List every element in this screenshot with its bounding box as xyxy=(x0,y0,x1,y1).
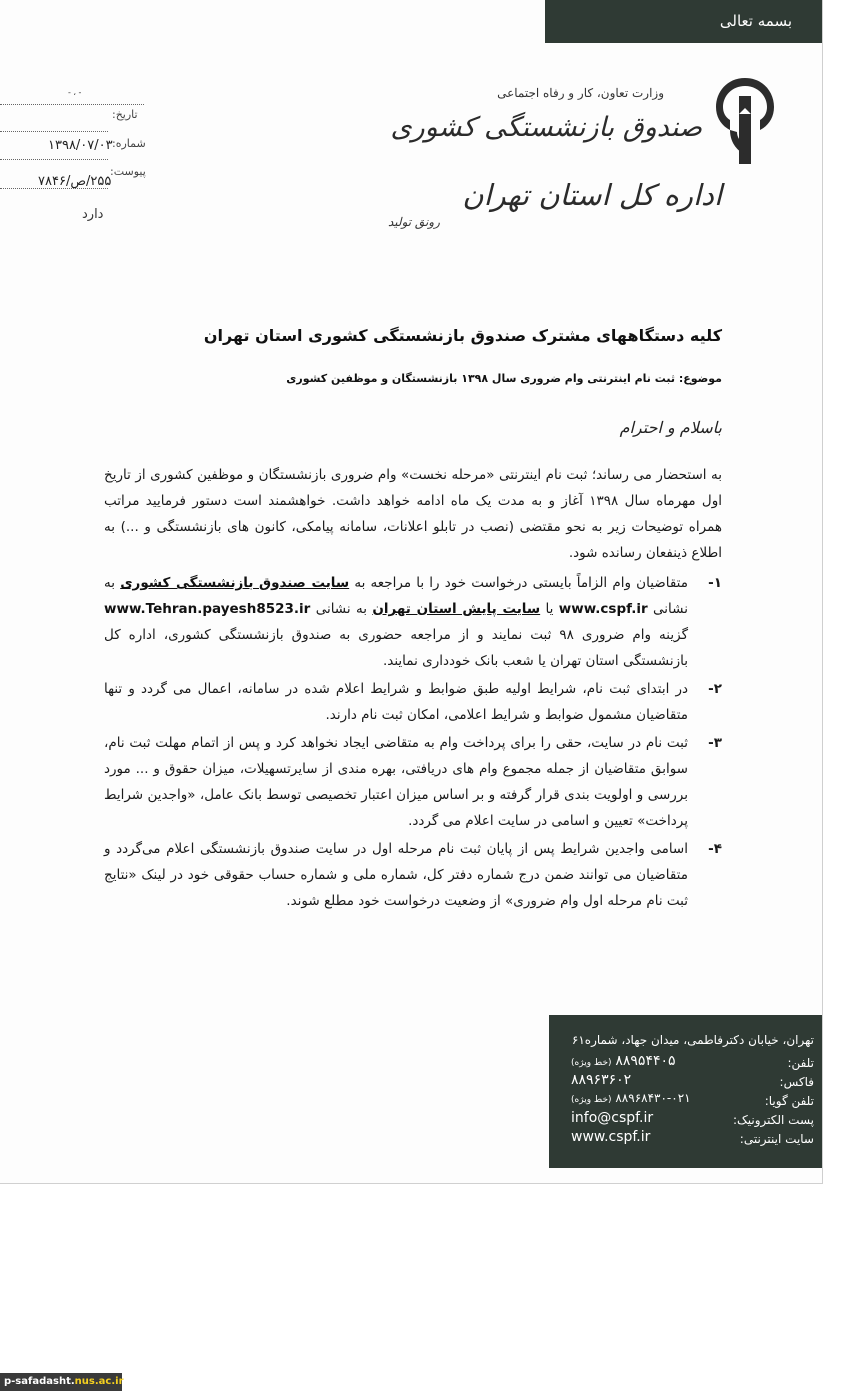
bismillah-band: بسمه تعالی xyxy=(545,0,822,43)
item-text-part: گزینه وام ضروری ۹۸ ثبت نمایند و از مراجعه حضوری به صندوق بازنشستگی کشوری، اداره کل بازنشستگی استان تهران یا شعب بانک خودداری نمایند. xyxy=(104,627,688,669)
item-text-part: به نشانی xyxy=(315,601,367,617)
cspf-site-link[interactable]: سایت صندوق بازنشستگی کشوری xyxy=(120,575,350,591)
subject-line: موضوع: ثبت نام اینترنتی وام ضروری سال ۱۳۹۸ بازنشستگان و موظفین کشوری xyxy=(286,372,722,385)
fund-name: صندوق بازنشستگی کشوری xyxy=(390,112,702,143)
watermark-domain: nus.ac.ir xyxy=(74,1376,124,1387)
addressee: کلیه دستگاههای مشترک صندوق بازنشستگی کشوری استان تهران xyxy=(203,326,722,345)
payesh-url[interactable]: www.Tehran.payesh8523.ir xyxy=(104,601,311,617)
phone-value xyxy=(571,1053,676,1069)
meta-divider xyxy=(0,104,144,106)
phone-number: ۸۸۹۵۴۴۰۵ xyxy=(615,1053,676,1069)
meta-divider xyxy=(0,188,108,190)
cspf-emblem-icon xyxy=(712,74,778,168)
watermark-prefix: p-safadasht. xyxy=(4,1376,75,1387)
item-text xyxy=(104,570,688,674)
payesh-site-link[interactable]: سایت پایش استان تهران xyxy=(372,601,541,617)
fax-value: ۸۸۹۶۳۶۰۲ xyxy=(571,1072,632,1088)
footer-email-row xyxy=(557,1110,814,1128)
footer-fax-row xyxy=(557,1072,814,1090)
talking-phone-label: تلفن گویا: xyxy=(764,1094,814,1108)
number-value: ۱۳۹۸/۰۷/۰۳ xyxy=(48,138,113,153)
item-text-part: متقاضیان وام الزاماً بایستی درخواست خود را با مراجعه به xyxy=(354,575,688,591)
contact-footer xyxy=(549,1015,822,1168)
item-text-part: به نشانی xyxy=(104,575,688,617)
footer-website-row xyxy=(557,1129,814,1147)
date-label: تاریخ: xyxy=(112,108,138,121)
attachment-value: ۲۵۵/ص/۷۸۴۶ xyxy=(38,174,112,189)
footer-phone-row xyxy=(557,1053,814,1071)
talking-phone-value xyxy=(571,1091,691,1105)
list-item xyxy=(104,570,722,674)
footer-talking-phone-row xyxy=(557,1091,814,1109)
list-item xyxy=(104,730,722,834)
stamp-mark: - ، - xyxy=(68,88,82,97)
website-value[interactable]: www.cspf.ir xyxy=(571,1129,651,1145)
item-text: ثبت نام در سایت، حقی را برای پرداخت وام به متقاضی ایجاد نخواهد کرد و پس از اتمام مهلت ثبت نام، سوابق متقاضیان از جمله مجموع وام های دریافتی، بهره مندی از سایرتسهیلات، میزان حقوق و ... مورد بررسی و اولویت بندی قرار گرفته و بر اساس میزان اعتبار تخصیصی توسط بانک عامل، «واجدین شرایط پرداخت» تعیین و اسامی در سایت اعلام می گردد. xyxy=(104,735,688,829)
number-label: شماره: xyxy=(112,137,146,150)
site-watermark xyxy=(0,1373,122,1391)
list-item xyxy=(104,836,722,914)
item-number: ۴- xyxy=(708,841,722,857)
website-label: سایت اینترنتی: xyxy=(739,1132,814,1146)
email-label: پست الکترونیک: xyxy=(732,1113,814,1127)
phone-note: (خط ویژه) xyxy=(571,1058,612,1068)
cspf-url[interactable]: www.cspf.ir xyxy=(558,601,648,617)
item-number: ۱- xyxy=(708,575,722,591)
email-value[interactable]: info@cspf.ir xyxy=(571,1110,654,1126)
item-number: ۲- xyxy=(708,681,722,697)
phone-label: تلفن: xyxy=(787,1056,814,1070)
list-item xyxy=(104,676,722,728)
slogan-note: رونق تولید xyxy=(388,215,440,229)
item-text: در ابتدای ثبت نام، شرایط اولیه طبق ضوابط و شرایط اعلام شده در سامانه، اعمال می گردد و تنها متقاضیان مشمول ضوابط و شرایط اعلامی، امکان ثبت نام دارند. xyxy=(104,681,688,723)
greeting: باسلام و احترام xyxy=(619,418,722,437)
item-text-part: یا xyxy=(545,601,554,617)
office-name: اداره کل استان تهران xyxy=(462,178,722,212)
item-text: اسامی واجدین شرایط پس از پایان ثبت نام مرحله اول در سایت صندوق بازنشستگی اعلام می‌گردد و متقاضیان می توانند ضمن درج شماره دفتر کل، شماره ملی و شماره حساب حقوقی خود در لینک «نتایج ثبت نام مرحله اول وام ضروری» از وضعیت درخواست خود مطلع شوند. xyxy=(104,841,688,909)
talking-phone-number: ۰۲۱-۸۸۹۶۸۴۳۰ xyxy=(615,1091,691,1105)
footer-address: تهران، خیابان دکترفاطمی، میدان جهاد، شماره۶۱ xyxy=(571,1033,814,1047)
attachment-label: پیوست: xyxy=(110,165,146,178)
meta-divider xyxy=(0,131,108,133)
item-number: ۳- xyxy=(708,735,722,751)
fax-label: فاکس: xyxy=(779,1075,814,1089)
letter-body xyxy=(104,462,722,916)
talking-phone-note: (خط ویژه) xyxy=(571,1095,612,1105)
intro-paragraph: به استحضار می رساند؛ ثبت نام اینترنتی «مرحله نخست» وام ضروری بازنشستگان و موظفین کشوری از تاریخ اول مهرماه سال ۱۳۹۸ آغاز و به مدت یک ماه ادامه خواهد داشت. خواهشمند است دستور فرمایید مراتب همراه توضیحات زیر به نحو مقتضی (نصب در تابلو اعلانات، سامانه پیامکی، کانون های بازنشستگی و ...) به اطلاع ذینفعان رسانده شود. xyxy=(104,467,722,561)
meta-divider xyxy=(0,159,108,161)
ministry-name: وزارت تعاون، کار و رفاه اجتماعی xyxy=(497,86,664,100)
has-attachment: دارد xyxy=(82,207,104,222)
